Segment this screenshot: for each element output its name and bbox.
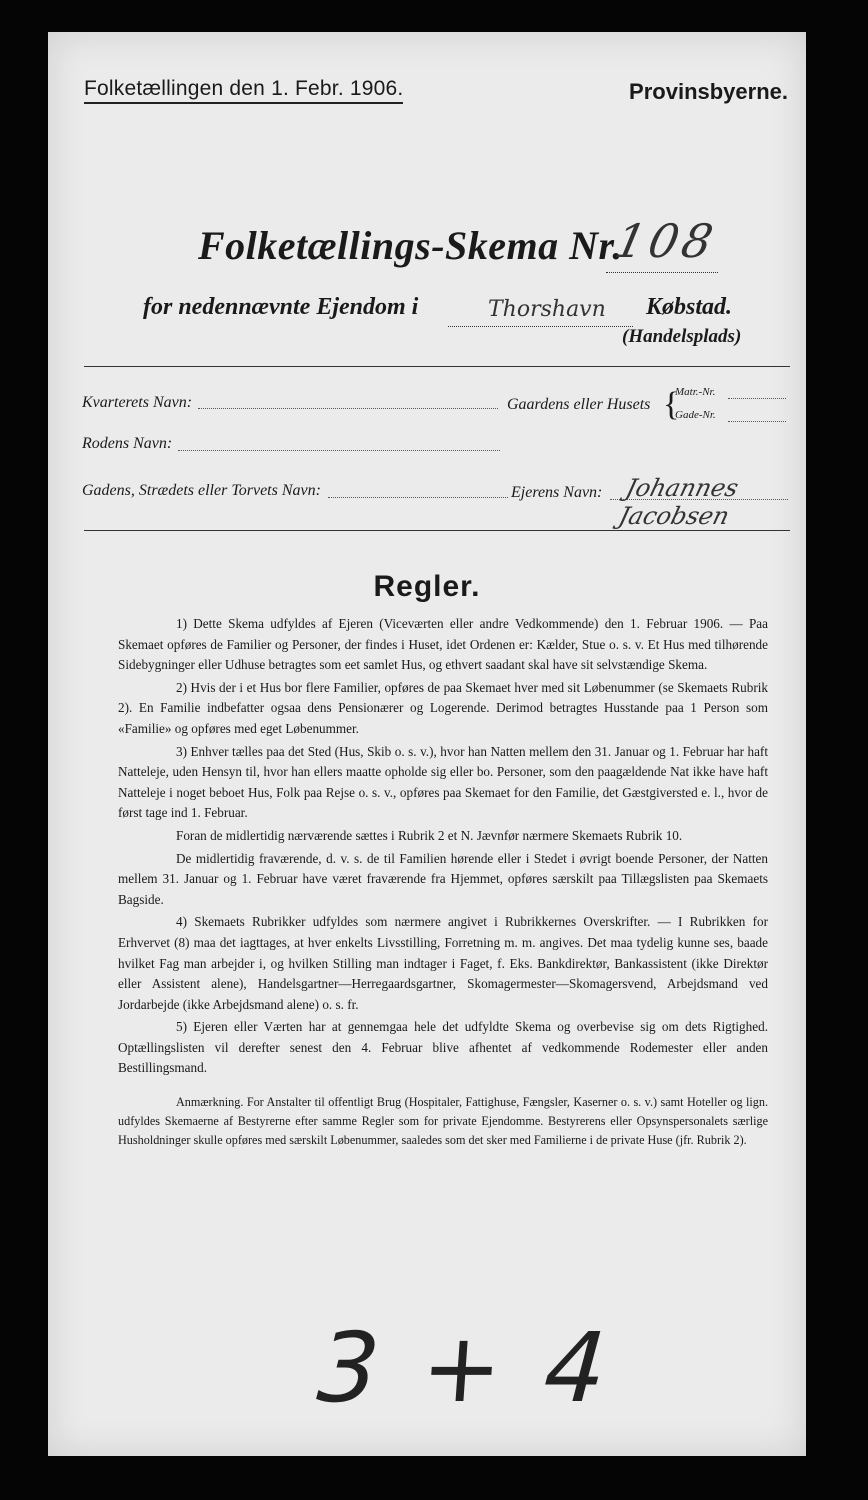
street-name-field[interactable] — [328, 497, 508, 498]
schema-number-underline — [606, 272, 718, 273]
matr-field[interactable] — [728, 398, 786, 399]
matr-label: Matr.-Nr. — [675, 386, 716, 398]
town-underline — [448, 326, 633, 327]
rule-paragraph-1: 1) Dette Skema udfyldes af Ejeren (Viceværten eller andre Vedkommende) den 1. Februar 1906. — Paa Skemaet opføres de Familier og Personer, der findes i Huset, idet Ordenen er: Kælder, Stue o. s. v. Et Hus med tilhørende Sidebygninger eller Udhuse betragtes som eet samlet Hus, og ethvert saadant skal have sit selvstændige Skema. — [118, 616, 768, 673]
region-label: Provinsbyerne. — [629, 79, 788, 104]
quarter-name-field[interactable] — [198, 408, 498, 409]
rule-note: Anmærkning. For Anstalter til offentligt Brug (Hospitaler, Fattighuse, Fængsler, Kaserner o. s. v.) samt Hoteller og lign. udfyldes Skemaerne af Bestyrerne efter samme Regler som for private Ejendomme. Bestyrerens eller Opsynspersonalets særlige Husholdninger skulle opføres med særskilt Løbenummer, saaledes som det sker med Familierne i de private Huse (jfr. Rubrik 2). — [118, 1095, 768, 1148]
owner-name-value: Johannes Jacobsen — [616, 474, 742, 530]
kobstad-label: Købstad. — [646, 294, 733, 320]
brace-symbol: { — [663, 386, 680, 423]
owner-name-label: Ejerens Navn: — [511, 484, 603, 501]
gade-nr-field[interactable] — [728, 421, 786, 422]
rules-title: Regler. — [373, 570, 481, 603]
house-label: Gaardens eller Husets — [507, 396, 651, 413]
schema-title: Folketællings-Skema Nr. — [198, 223, 623, 268]
rule-paragraph-4: 4) Skemaets Rubrikker udfyldes som nærmere angivet i Rubrikkernes Overskrifter. — I Rubrikken for Erhvervet (8) maa det iagttages, at hver enkelts Livsstilling, Forretning m. m. angives. Det maa tydelig kunne ses, baade hvilket Fag man arbejder i, og hvilken Stilling man indtager i Faget, f. Eks. Bankdirektør, Bankassistent (ikke Direktør eller Assistent alene), Handelsgartner—Herregaardsgartner, Skomagermester—Skomagersvend, Arbejdsmand ved Jordarbejde (ikke Arbejdsmand alene) o. s. fr. — [118, 914, 768, 1012]
divider-top — [84, 366, 790, 367]
rule-paragraph-2: 2) Hvis der i et Hus bor flere Familier, opføres de paa Skemaet hver med sit Løbenummer (se Skemaets Rubrik 2). En Familie indbefatter ogsaa dens Pensionærer og Logerende. Derimod betragtes Husstande paa 1 Person som «Familie» og opføres med eget Løbenummer. — [118, 679, 768, 736]
schema-number: 108 — [610, 214, 722, 268]
rules-body — [118, 614, 768, 1152]
quarter-name-label: Kvarterets Navn: — [82, 394, 193, 411]
street-name-label: Gadens, Strædets eller Torvets Navn: — [82, 482, 321, 499]
town-name: Thorshavn — [488, 297, 606, 322]
rule-paragraph-3b: Foran de midlertidig nærværende sættes i Rubrik 2 et N. Jævnfør nærmere Skemaets Rubrik 10. — [176, 827, 683, 843]
handwritten-number: 3 + 4 — [314, 1312, 616, 1424]
rode-name-label: Rodens Navn: — [82, 435, 173, 452]
property-line-label: for nedennævnte Ejendom i — [143, 294, 419, 320]
rule-paragraph-3c: De midlertidig fraværende, d. v. s. de til Familien hørende eller i Stedet i øvrigt boende Personer, der Natten mellem 31. Januar og 1. Februar have været fraværende fra Hjemmet, opføres særskilt paa Tillægslisten paa Skemaets Bagside. — [118, 850, 768, 907]
gade-nr-label: Gade-Nr. — [675, 409, 716, 421]
census-form-sheet — [48, 32, 806, 1456]
divider-bottom — [84, 530, 790, 531]
census-header: Folketællingen den 1. Febr. 1906. — [84, 77, 403, 104]
rode-name-field[interactable] — [178, 450, 500, 451]
handelsplads-label: (Handelsplads) — [622, 326, 742, 347]
rule-paragraph-5: 5) Ejeren eller Værten har at gennemgaa hele det udfyldte Skema og overbevise sig om dets Rigtighed. Optællingslisten vil derefter senest den 4. Februar blive afhentet af vedkommende Rodemester eller anden Bestillingsmand. — [118, 1019, 768, 1076]
rule-paragraph-3: 3) Enhver tælles paa det Sted (Hus, Skib o. s. v.), hvor han Natten mellem den 31. Januar og 1. Februar har haft Natteleje, uden Hensyn til, hvor han ellers maatte opholde sig eller bo. Personer, som den paagældende Nat ikke have haft Natteleje i noget beboet Hus, Folk paa Rejse o. s. v., opføres paa Skemaet for den Familie, det Gæstgiversted e. l., hvor de først tage ind 1. Februar. — [118, 743, 768, 821]
